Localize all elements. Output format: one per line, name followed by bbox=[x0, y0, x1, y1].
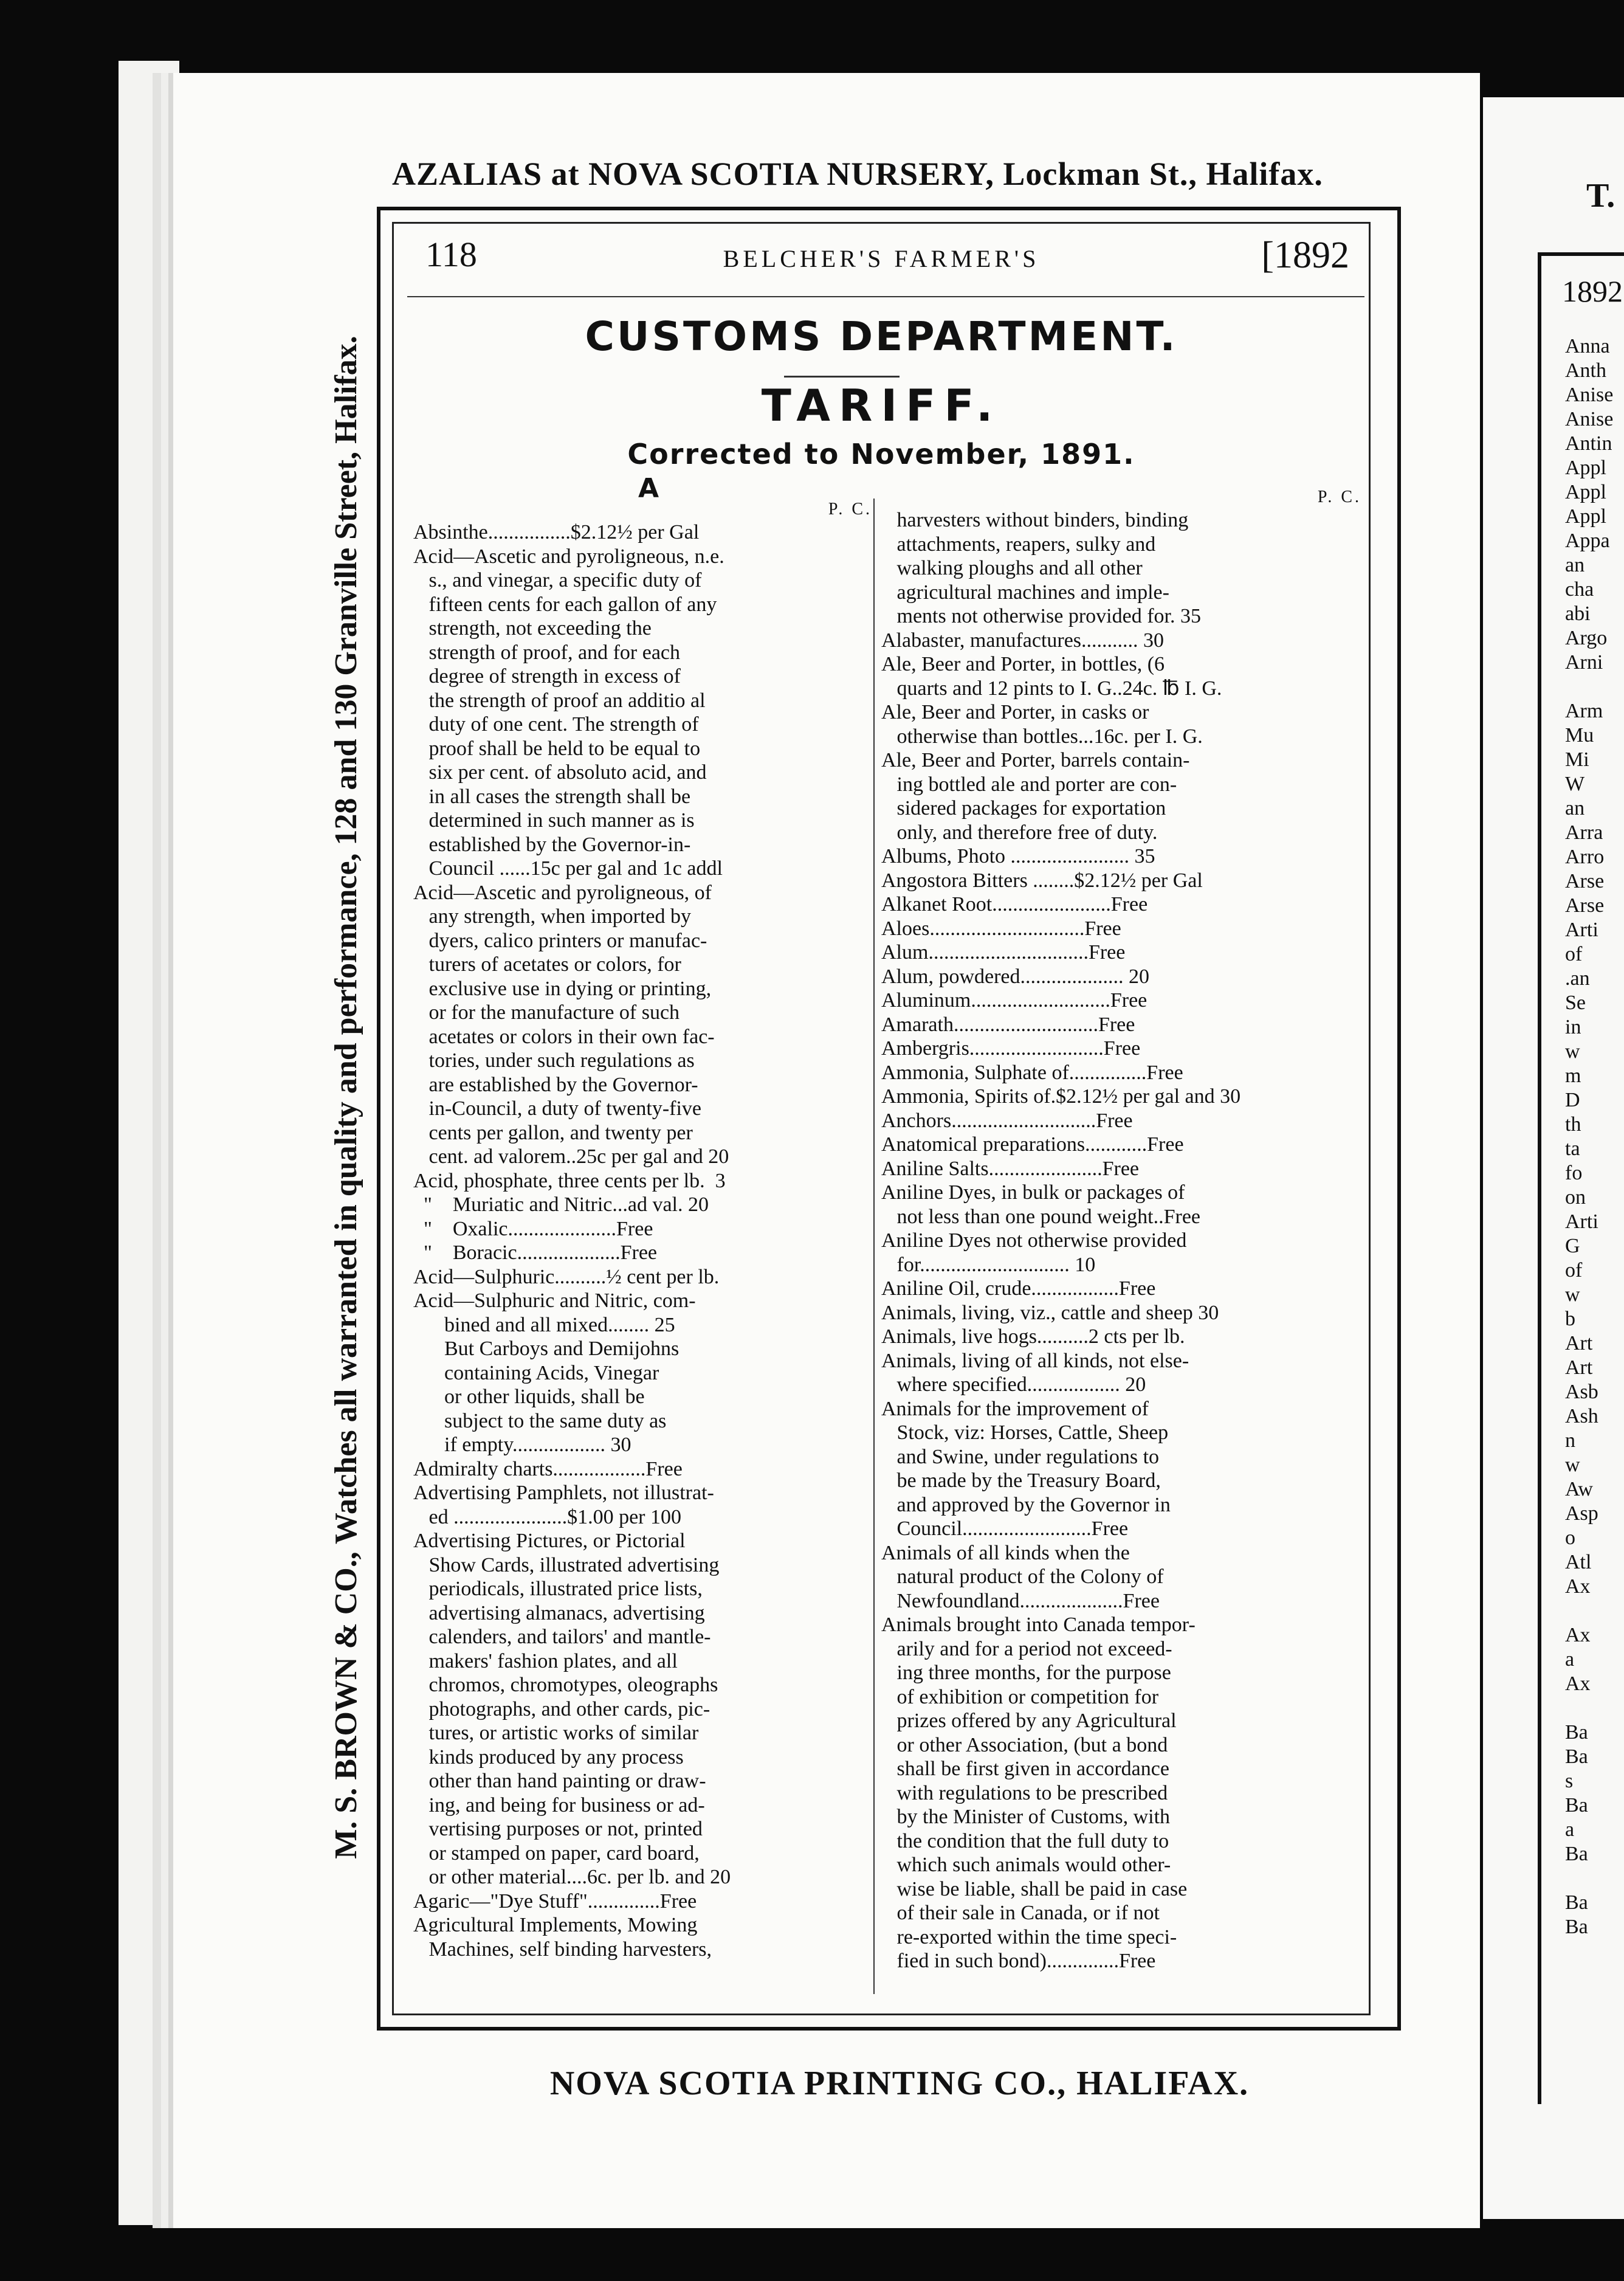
tariff-line: only, and therefore free of duty. bbox=[881, 821, 1158, 844]
next-page-fragment: in bbox=[1565, 1016, 1581, 1038]
tariff-line: six per cent. of absoluto acid, and bbox=[413, 761, 707, 784]
tariff-line: calenders, and tailors' and mantle- bbox=[413, 1626, 711, 1648]
tariff-line: determined in such manner as is bbox=[413, 809, 695, 832]
tariff-line: any strength, when imported by bbox=[413, 905, 692, 928]
tariff-line: makers' fashion plates, and all bbox=[413, 1649, 678, 1672]
next-page-fragment: of bbox=[1565, 943, 1583, 965]
tariff-line: tures, or artistic works of similar bbox=[413, 1722, 699, 1744]
tariff-line: fifteen cents for each gallon of any bbox=[413, 593, 717, 616]
next-page-fragment bbox=[1565, 1599, 1613, 1623]
tariff-line: Acid—Sulphuric..........½ cent per lb. bbox=[413, 1265, 720, 1288]
scan-left-margin bbox=[119, 61, 179, 2225]
next-page-fragment: on bbox=[1565, 1186, 1586, 1209]
next-page-fragment bbox=[1565, 1696, 1613, 1720]
next-page-fragment: ta bbox=[1565, 1137, 1580, 1160]
tariff-line: Animals, living, viz., cattle and sheep 30 bbox=[881, 1301, 1219, 1324]
tariff-line: Angostora Bitters ........$2.12½ per Gal bbox=[881, 869, 1203, 892]
tariff-line: dyers, calico printers or manufac- bbox=[413, 929, 707, 952]
tariff-line: attachments, reapers, sulky and bbox=[881, 533, 1156, 556]
tariff-line: ing bottled ale and porter are con- bbox=[881, 773, 1177, 796]
tariff-line: ments not otherwise provided for. 35 bbox=[881, 605, 1201, 627]
tariff-line: and Swine, under regulations to bbox=[881, 1445, 1160, 1468]
tariff-line: Aniline Oil, crude.................Free bbox=[881, 1277, 1156, 1300]
tariff-line: other than hand painting or draw- bbox=[413, 1770, 706, 1792]
side-advertisement-band bbox=[322, 143, 371, 2052]
tariff-line: Animals, live hogs..........2 cts per lb. bbox=[881, 1325, 1185, 1348]
tariff-line: shall be first given in accordance bbox=[881, 1758, 1169, 1780]
tariff-line: otherwise than bottles...16c. per I. G. bbox=[881, 725, 1203, 748]
tariff-line: quarts and 12 pints to I. G..24c. ℔ I. G. bbox=[881, 677, 1222, 700]
next-page-fragment: .an bbox=[1565, 967, 1590, 990]
next-page-fragment: th bbox=[1565, 1113, 1581, 1136]
tariff-line: ing, and being for business or ad- bbox=[413, 1793, 705, 1817]
tariff-line: Aluminum...........................Free bbox=[881, 989, 1147, 1012]
next-page-fragment: abi bbox=[1565, 602, 1591, 625]
next-page-title: T. bbox=[1586, 177, 1615, 215]
next-page-fragment: G bbox=[1565, 1235, 1580, 1257]
next-page-fragment: Arse bbox=[1565, 894, 1605, 917]
tariff-line: periodicals, illustrated price lists, bbox=[413, 1578, 703, 1600]
next-page-fragment: Arti bbox=[1565, 1210, 1598, 1233]
next-page-fragment: Art bbox=[1565, 1356, 1593, 1379]
tariff-line: or other liquids, shall be bbox=[413, 1386, 645, 1408]
tariff-line: which such animals would other- bbox=[881, 1854, 1171, 1876]
tariff-line: Acid—Ascetic and pyroligneous, n.e. bbox=[413, 545, 724, 568]
tariff-line: Aniline Salts......................Free bbox=[881, 1157, 1140, 1180]
tariff-line: kinds produced by any process bbox=[413, 1745, 684, 1769]
tariff-line: fied in such bond)..............Free bbox=[881, 1950, 1156, 1972]
next-page-fragment: Art bbox=[1565, 1332, 1593, 1354]
tariff-line: where specified.................. 20 bbox=[881, 1373, 1146, 1396]
tariff-line: Acid, phosphate, three cents per lb. 3 bbox=[413, 1169, 726, 1192]
tariff-line: tories, under such regulations as bbox=[413, 1049, 695, 1072]
next-page-fragment: Ba bbox=[1565, 1843, 1588, 1865]
tariff-line: Anatomical preparations............Free bbox=[881, 1133, 1184, 1156]
tariff-line: the strength of proof an additio al bbox=[413, 689, 706, 712]
tariff-line: ed ......................$1.00 per 100 bbox=[413, 1505, 682, 1528]
tariff-line: harvesters without binders, binding bbox=[881, 509, 1189, 531]
tariff-line: be made by the Treasury Board, bbox=[881, 1469, 1161, 1492]
left-column-lines bbox=[413, 520, 872, 1961]
next-page-fragment: Ba bbox=[1565, 1721, 1588, 1744]
next-page-fragment: Anise bbox=[1565, 408, 1614, 430]
tariff-line: turers of acetates or colors, for bbox=[413, 953, 681, 976]
tariff-line: Animals of all kinds when the bbox=[881, 1541, 1130, 1564]
tariff-line: Agaric—"Dye Stuff"..............Free bbox=[413, 1889, 697, 1913]
corrected-date: Corrected to November, 1891. bbox=[627, 438, 1135, 471]
next-page-fragment: Arro bbox=[1565, 846, 1605, 868]
tariff-line: Acid—Sulphuric and Nitric, com- bbox=[413, 1289, 696, 1312]
tariff-line: or other material....6c. per lb. and 20 bbox=[413, 1866, 731, 1888]
top-advertisement: AZALIAS at NOVA SCOTIA NURSERY, Lockman St., Halifax. bbox=[392, 156, 1323, 192]
next-page-fragment: w bbox=[1565, 1454, 1580, 1476]
tariff-line: Alum...............................Free bbox=[881, 941, 1126, 964]
tariff-line: Albums, Photo ....................... 35 bbox=[881, 845, 1155, 868]
next-page-fragment: Anna bbox=[1565, 335, 1610, 357]
next-page-fragment: Arni bbox=[1565, 651, 1603, 674]
next-page-fragment: b bbox=[1565, 1308, 1575, 1330]
section-letter: A bbox=[638, 473, 659, 504]
next-page-fragment: a bbox=[1565, 1818, 1575, 1841]
tariff-line: Agricultural Implements, Mowing bbox=[413, 1914, 698, 1936]
next-page-fragment: a bbox=[1565, 1648, 1575, 1671]
next-page-fragment: Asb bbox=[1565, 1381, 1598, 1403]
tariff-line: walking ploughs and all other bbox=[881, 557, 1143, 579]
tariff-line: Council ......15c per gal and 1c addl bbox=[413, 857, 723, 880]
tariff-line: degree of strength in excess of bbox=[413, 665, 681, 688]
tariff-line: " Muriatic and Nitric...ad val. 20 bbox=[413, 1193, 709, 1216]
next-page-fragment: Appl bbox=[1565, 505, 1606, 528]
tariff-line: Anchors............................Free bbox=[881, 1109, 1133, 1132]
next-page-fragment bbox=[1565, 1866, 1613, 1891]
tariff-line: subject to the same duty as bbox=[413, 1409, 667, 1432]
header-rule bbox=[407, 296, 1364, 297]
next-page-fragment: Arse bbox=[1565, 870, 1605, 892]
next-page-fragment: fo bbox=[1565, 1162, 1583, 1184]
next-page-fragment: Aw bbox=[1565, 1478, 1593, 1500]
tariff-line: acetates or colors in their own fac- bbox=[413, 1025, 715, 1048]
next-page-fragment: Anth bbox=[1565, 359, 1606, 382]
tariff-line: not less than one pound weight..Free bbox=[881, 1205, 1201, 1228]
tariff-line: if empty.................. 30 bbox=[413, 1434, 631, 1456]
tariff-title: TARIFF. bbox=[761, 380, 1002, 431]
running-head bbox=[392, 225, 1371, 292]
tariff-line: strength, not exceeding the bbox=[413, 617, 652, 640]
tariff-line: cent. ad valorem..25c per gal and 20 bbox=[413, 1145, 729, 1168]
next-page-fragment: w bbox=[1565, 1040, 1580, 1063]
tariff-line: proof shall be held to be equal to bbox=[413, 737, 701, 760]
tariff-line: Acid—Ascetic and pyroligneous, of bbox=[413, 881, 712, 904]
tariff-line: strength of proof, and for each bbox=[413, 641, 681, 664]
next-page-fragment: Ax bbox=[1565, 1672, 1591, 1695]
tariff-line: Ammonia, Spirits of.$2.12½ per gal and 30 bbox=[881, 1085, 1241, 1108]
tariff-line: of exhibition or competition for bbox=[881, 1685, 1159, 1708]
next-page-fragment: of bbox=[1565, 1259, 1583, 1282]
next-page-fragment: w bbox=[1565, 1283, 1580, 1306]
tariff-line: Animals for the improvement of bbox=[881, 1397, 1149, 1420]
next-page-fragment: Ax bbox=[1565, 1624, 1591, 1646]
tariff-line: Animals, living of all kinds, not else- bbox=[881, 1349, 1189, 1372]
tariff-line: Ale, Beer and Porter, barrels contain- bbox=[881, 749, 1190, 771]
next-page-fragment: Ash bbox=[1565, 1405, 1598, 1427]
page-number: 118 bbox=[425, 235, 477, 274]
next-page-fragment: Arti bbox=[1565, 919, 1598, 941]
next-page-fragment: D bbox=[1565, 1089, 1580, 1111]
tariff-line: Admiralty charts..................Free bbox=[413, 1457, 683, 1480]
tariff-line: " Boracic....................Free bbox=[413, 1241, 658, 1264]
next-page-edge bbox=[1483, 97, 1624, 2219]
tariff-line: Alabaster, manufactures........... 30 bbox=[881, 629, 1165, 652]
next-page-fragment: an bbox=[1565, 797, 1585, 820]
next-page-fragment: Appa bbox=[1565, 530, 1610, 552]
next-page-fragment: Mu bbox=[1565, 724, 1594, 747]
tariff-line: Show Cards, illustrated advertising bbox=[413, 1553, 720, 1576]
column-divider bbox=[873, 499, 875, 1994]
next-page-fragment: Anise bbox=[1565, 384, 1614, 406]
tariff-line: or stamped on paper, card board, bbox=[413, 1841, 700, 1865]
tariff-line: But Carboys and Demijohns bbox=[413, 1337, 680, 1360]
next-page-year: 1892 bbox=[1562, 274, 1623, 308]
next-page-fragment: Arm bbox=[1565, 700, 1603, 722]
tariff-line: re-exported within the time speci- bbox=[881, 1925, 1177, 1948]
tariff-line: Machines, self binding harvesters, bbox=[413, 1938, 712, 1961]
next-page-fragment: Mi bbox=[1565, 748, 1589, 771]
bottom-advertisement: NOVA SCOTIA PRINTING CO., HALIFAX. bbox=[549, 2065, 1250, 2102]
tariff-line: for............................. 10 bbox=[881, 1253, 1096, 1276]
tariff-line: advertising almanacs, advertising bbox=[413, 1601, 705, 1624]
next-page-fragment: Argo bbox=[1565, 627, 1608, 649]
next-page-fragment: Ax bbox=[1565, 1575, 1591, 1598]
next-page-fragment bbox=[1565, 675, 1613, 699]
tariff-line: prizes offered by any Agricultural bbox=[881, 1710, 1177, 1732]
next-page-fragment: Appl bbox=[1565, 457, 1606, 479]
next-page-fragment: Ba bbox=[1565, 1794, 1588, 1817]
next-page-fragment: W bbox=[1565, 773, 1585, 795]
tariff-line: Aloes..............................Free bbox=[881, 917, 1121, 940]
tariff-line: ing three months, for the purpose bbox=[881, 1662, 1171, 1684]
tariff-line: cents per gallon, and twenty per bbox=[413, 1121, 693, 1144]
department-title: CUSTOMS DEPARTMENT. bbox=[585, 313, 1178, 360]
tariff-line: " Oxalic.....................Free bbox=[413, 1217, 653, 1240]
tariff-line: natural product of the Colony of bbox=[881, 1565, 1164, 1588]
tariff-line: photographs, and other cards, pic- bbox=[413, 1697, 710, 1720]
tariff-line: Absinthe................$2.12½ per Gal bbox=[413, 521, 700, 544]
tariff-line: Ale, Beer and Porter, in casks or bbox=[881, 701, 1149, 723]
tariff-line: duty of one cent. The strength of bbox=[413, 713, 699, 736]
tariff-line: Amarath............................Free bbox=[881, 1013, 1135, 1036]
next-page-fragment: Atl bbox=[1565, 1551, 1592, 1573]
tariff-line: in all cases the strength shall be bbox=[413, 785, 691, 808]
next-page-fragment: Arra bbox=[1565, 821, 1603, 844]
next-page-fragment: cha bbox=[1565, 578, 1594, 601]
next-page-fragment: m bbox=[1565, 1065, 1581, 1087]
next-page-fragment: Ba bbox=[1565, 1916, 1588, 1938]
next-page-fragment: Appl bbox=[1565, 481, 1606, 503]
next-page-fragment: o bbox=[1565, 1527, 1575, 1549]
tariff-line: bined and all mixed........ 25 bbox=[413, 1313, 675, 1336]
tariff-line: Advertising Pictures, or Pictorial bbox=[413, 1530, 686, 1552]
next-page-fragment: s bbox=[1565, 1770, 1574, 1792]
tariff-line: Ale, Beer and Porter, in bottles, (6 bbox=[881, 653, 1165, 675]
tariff-line: Aniline Dyes, in bulk or packages of bbox=[881, 1181, 1185, 1204]
side-advertisement: M. S. BROWN & CO., Watches all warranted in quality and performance, 128 and 130 Granville Street, Halifax. bbox=[329, 336, 363, 1859]
tariff-line: or other Association, (but a bond bbox=[881, 1733, 1168, 1756]
next-page-fragment: Ba bbox=[1565, 1891, 1588, 1914]
next-page-fragment: Se bbox=[1565, 992, 1586, 1014]
tariff-line: Alkanet Root.......................Free bbox=[881, 893, 1148, 916]
tariff-line: Ambergris..........................Free bbox=[881, 1037, 1141, 1060]
tariff-line: agricultural machines and imple- bbox=[881, 581, 1169, 604]
next-page-fragment: an bbox=[1565, 554, 1585, 576]
tariff-line: Council.........................Free bbox=[881, 1517, 1129, 1540]
next-page-fragment: Antin bbox=[1565, 432, 1612, 455]
tariff-line: Alum, powdered.................... 20 bbox=[881, 965, 1150, 988]
tariff-line: s., and vinegar, a specific duty of bbox=[413, 569, 702, 592]
tariff-line: of their sale in Canada, or if not bbox=[881, 1902, 1160, 1924]
right-column-lines bbox=[881, 508, 1361, 1973]
tariff-line: by the Minister of Customs, with bbox=[881, 1806, 1171, 1828]
next-page-fragment: n bbox=[1565, 1429, 1575, 1452]
year: [1892 bbox=[1261, 235, 1349, 276]
right-column-header: P. C. bbox=[1317, 488, 1361, 506]
tariff-line: Ammonia, Sulphate of...............Free bbox=[881, 1061, 1183, 1084]
next-page-fragments bbox=[1565, 334, 1613, 1939]
next-page-fragment: Ba bbox=[1565, 1745, 1588, 1768]
tariff-line: or for the manufacture of such bbox=[413, 1001, 680, 1024]
tariff-line: exclusive use in dying or printing, bbox=[413, 977, 712, 1000]
tariff-line: wise be liable, shall be paid in case bbox=[881, 1877, 1188, 1900]
tariff-line: sidered packages for exportation bbox=[881, 797, 1166, 820]
tariff-line: and approved by the Governor in bbox=[881, 1493, 1171, 1516]
tariff-line: with regulations to be prescribed bbox=[881, 1781, 1168, 1804]
tariff-line: vertising purposes or not, printed bbox=[413, 1818, 703, 1840]
tariff-line: established by the Governor-in- bbox=[413, 833, 691, 856]
tariff-line: are established by the Governor- bbox=[413, 1073, 698, 1096]
tariff-line: the condition that the full duty to bbox=[881, 1829, 1169, 1852]
next-page-fragment: Asp bbox=[1565, 1502, 1598, 1525]
title-rule bbox=[784, 376, 900, 378]
tariff-line: chromos, chromotypes, oleographs bbox=[413, 1674, 718, 1696]
right-column bbox=[881, 486, 1361, 1973]
tariff-line: containing Acids, Vinegar bbox=[413, 1361, 659, 1384]
tariff-line: Animals brought into Canada tempor- bbox=[881, 1613, 1196, 1636]
tariff-line: Advertising Pamphlets, not illustrat- bbox=[413, 1482, 714, 1504]
tariff-line: Newfoundland....................Free bbox=[881, 1589, 1160, 1612]
tariff-line: Aniline Dyes not otherwise provided bbox=[881, 1229, 1187, 1252]
tariff-line: in-Council, a duty of twenty-five bbox=[413, 1097, 702, 1120]
tariff-line: Stock, viz: Horses, Cattle, Sheep bbox=[881, 1421, 1169, 1444]
running-title: BELCHER'S FARMER'S bbox=[723, 245, 1040, 272]
left-column bbox=[413, 499, 872, 1961]
left-column-header: P. C. bbox=[828, 500, 872, 519]
tariff-line: arily and for a period not exceed- bbox=[881, 1637, 1172, 1660]
